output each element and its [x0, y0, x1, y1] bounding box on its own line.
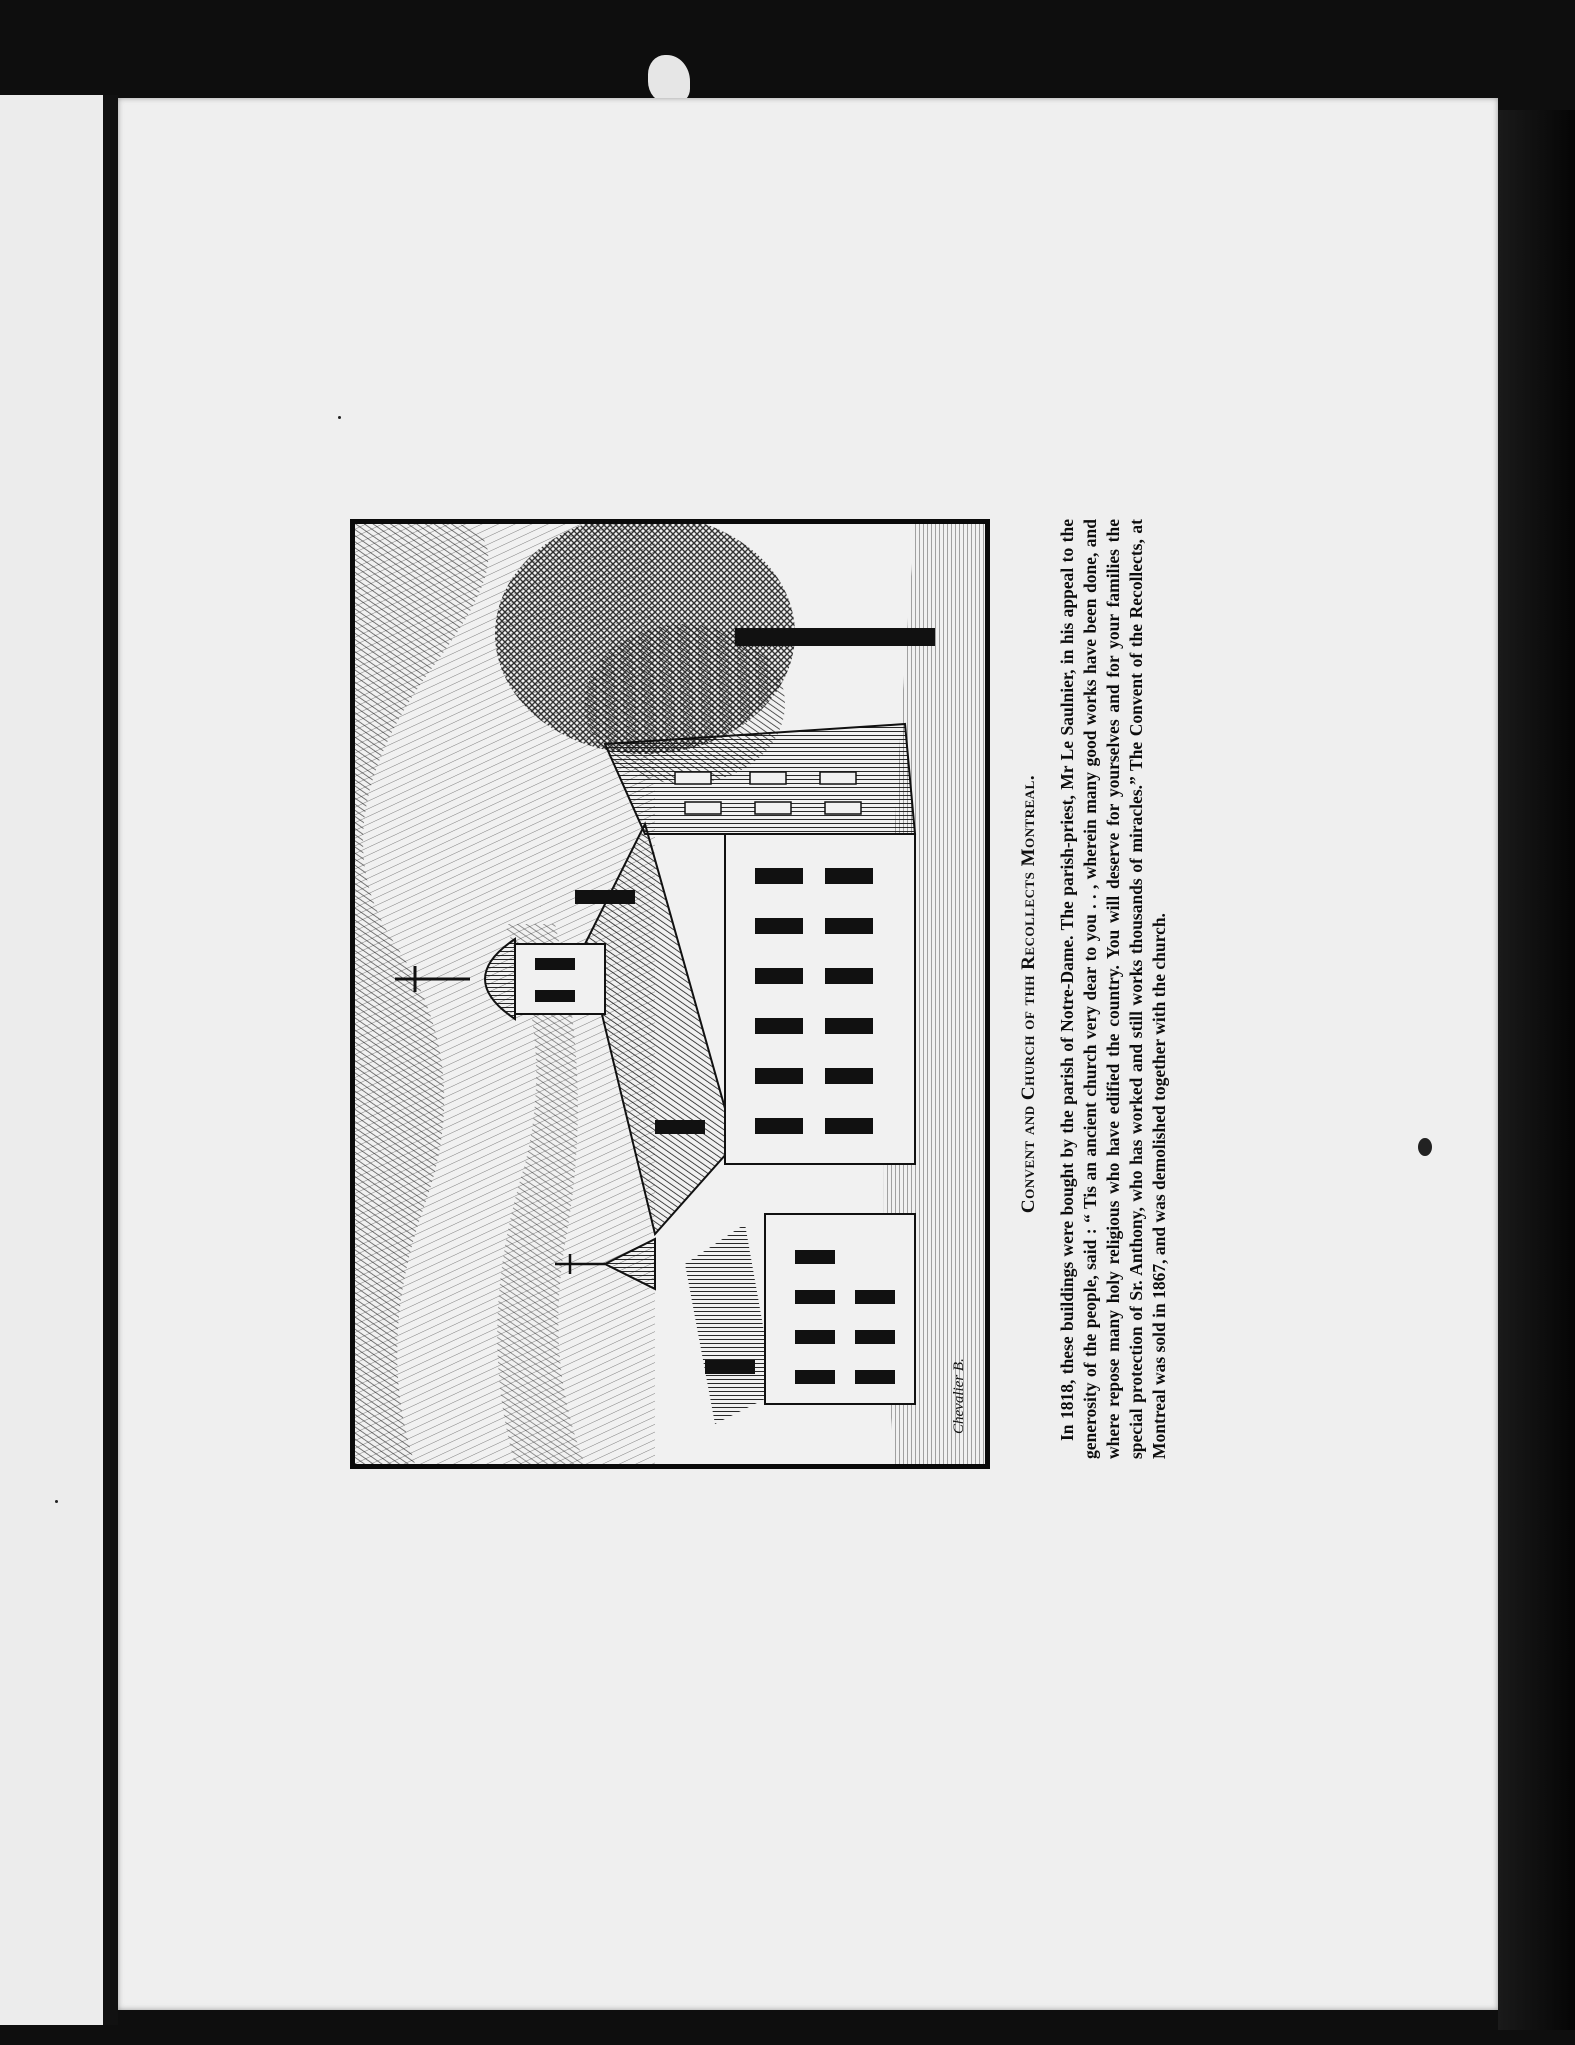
convent-engraving [355, 524, 985, 1464]
chimney [705, 1360, 755, 1374]
left-wing [685, 1214, 915, 1424]
ink-blot [1418, 1138, 1432, 1156]
chimney [575, 890, 635, 904]
caption-body: In 1818, these buildings were bought by the parish of Notre-Dame. The parish-priest, Mr Le Saulnier, in his appeal to the generosity of the people, said : “ Tis an ancient church very dear to you . . , wherein many good works have been done, and where repose many holy religious who have edified the country. You will deserve for yourselves and for your families the special protection of Sr. Anthony, who has worked and still works thousands of miracles.” The Convent of the Recollects, at Montreal was sold in 1867, and was demolished together with the church. [1057, 519, 1169, 1459]
dust-speck [55, 1500, 58, 1503]
dust-speck [338, 416, 341, 419]
book-spine-shadow [103, 95, 118, 2025]
chimney [655, 1120, 705, 1134]
engraver-signature: Chevalier B. [951, 1358, 967, 1434]
page-edge-shadow [1498, 110, 1575, 2030]
caption-title: Convent and Church of thh Recollects Montreal. [1018, 774, 1039, 1214]
rotated-plate [350, 519, 1190, 1469]
engraving-illustration [350, 519, 990, 1469]
facing-page [0, 95, 107, 2025]
